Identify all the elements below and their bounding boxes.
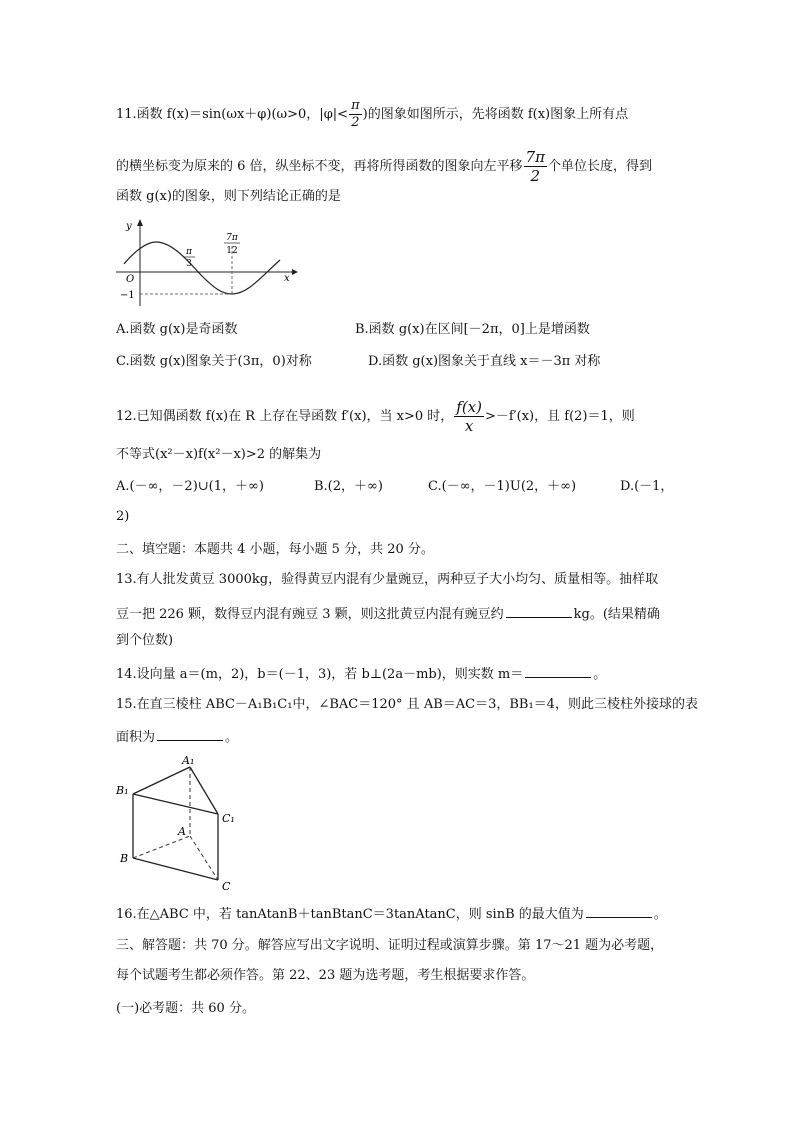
section-fill-in-heading: 二、填空题：本题共 4 小题，每小题 5 分，共 20 分。 (116, 542, 434, 557)
q15-line2 (116, 727, 238, 747)
sine-graph (112, 214, 298, 310)
sine-curve (124, 242, 280, 294)
vertex-label-b1: B₁ (116, 784, 129, 797)
q11-option-b: B.函数 g(x)在区间[－2π，0]上是增函数 (355, 322, 590, 337)
q15-text: 。 (225, 730, 239, 745)
q14-text: 。 (593, 667, 607, 682)
tick-pi-3-num: π (186, 247, 192, 257)
q11-text: 的横坐标变为原来的 6 倍，纵坐标不变，再将所得函数的图象向左平移 (116, 159, 523, 174)
x-axis-label: x (284, 273, 290, 284)
q11-text: 个单位长度，得到 (547, 159, 652, 174)
vertex-label-c: C (222, 880, 231, 893)
tick-7pi-12-den: 12 (226, 246, 238, 256)
q11-line2 (116, 148, 652, 185)
q15-answer-blank[interactable] (157, 727, 223, 741)
q12-text: 12.已知偶函数 f(x)在 R 上存在导函数 f′(x)，当 x>0 时， (116, 409, 454, 424)
q14-answer-blank[interactable] (525, 664, 591, 678)
q12-option-d: D.(－1， (620, 479, 674, 494)
q11-line1 (116, 98, 628, 131)
q16-line (116, 904, 667, 924)
q11-fraction-7pi-2: $\frac{7\pi}{2}$ (525, 148, 545, 185)
q13-answer-blank[interactable] (506, 604, 572, 618)
vertex-label-a: A (178, 825, 186, 838)
prism-figure (112, 752, 242, 894)
q15-line1: 15.在直三棱柱 ABC－A₁B₁C₁中，∠BAC＝120° 且 AB＝AC＝3，BB₁＝4，则此三棱柱外接球的表 (116, 697, 698, 712)
q13-text: 豆一把 226 颗，数得豆内混有豌豆 3 颗，则这批黄豆内混有豌豆约 (116, 607, 504, 622)
q16-answer-blank[interactable] (586, 904, 652, 918)
q12-fraction-fx-x: $\frac{f(x)}{x}$ (456, 398, 482, 435)
q13-text: kg。(结果精确 (573, 607, 660, 622)
q14-line (116, 664, 606, 684)
q16-text: 。 (653, 907, 667, 922)
edge-b-c (133, 858, 218, 880)
vertex-label-a1: A₁ (182, 754, 195, 767)
q11-option-a: A.函数 g(x)是奇函数 (116, 322, 238, 337)
q13-line1: 13.有人批发黄豆 3000kg，验得黄豆内混有少量豌豆，两种豆子大小均匀、质量相等。抽样取 (116, 572, 659, 587)
q12-option-c: C.(－∞，－1)U(2，＋∞) (428, 479, 577, 494)
subsection-required-heading: (一)必考题：共 60 分。 (116, 1001, 255, 1016)
section-answer-heading-line2: 每个试题考生都必须作答。第 22、23 题为选考题，考生根据要求作答。 (116, 968, 535, 983)
q13-line2 (116, 604, 660, 624)
q12-option-a: A.(－∞，－2)∪(1，＋∞) (116, 479, 264, 494)
vertex-label-b: B (120, 852, 129, 865)
q12-text: >－f′(x)，且 f(2)＝1，则 (485, 409, 635, 424)
y-axis-arrow (137, 219, 143, 226)
edge-a1-c1 (190, 767, 218, 814)
q11-option-c: C.函数 g(x)图象关于(3π，0)对称 (116, 354, 312, 369)
vertex-label-c1: C₁ (222, 812, 235, 825)
q12-line2: 不等式(x²－x)f(x²－x)>2 的解集为 (116, 447, 322, 462)
edge-b1-c1 (133, 794, 218, 814)
y-axis-label: y (126, 221, 132, 232)
edge-b-a-hidden (133, 836, 190, 858)
q11-option-d: D.函数 g(x)图象关于直线 x＝－3π 对称 (368, 354, 601, 369)
q16-text: 16.在△ABC 中，若 tanAtanB＋tanBtanC＝3tanAtanC，则 sinB 的最大值为 (116, 907, 584, 922)
section-answer-heading-line1: 三、解答题：共 70 分。解答应写出文字说明、证明过程或演算步骤。第 17～21 题为必考题， (116, 938, 664, 953)
tick-7pi-12-num: 7π (226, 233, 238, 243)
q11-fraction-pi-2: $\frac{\pi}{2}$ (351, 98, 360, 130)
q15-text: 面积为 (116, 730, 156, 745)
q13-line3: 到个位数) (116, 633, 174, 648)
q12-line1 (116, 398, 635, 435)
q11-text: )的图象如图所示，先将函数 f(x)图象上所有点 (362, 107, 629, 122)
q12-option-d-cont: 2) (116, 509, 130, 524)
x-axis-arrow (292, 269, 298, 275)
edge-b1-a1 (133, 767, 190, 794)
origin-label: O (126, 274, 135, 285)
q14-text: 14.设向量 a＝(m，2)，b＝(－1，3)，若 b⊥(2a－mb)，则实数 m＝ (116, 667, 524, 682)
q12-option-b: B.(2，＋∞) (314, 479, 383, 494)
q11-line3: 函数 g(x)的图象，则下列结论正确的是 (116, 189, 341, 204)
q11-text: 11.函数 f(x)＝sin(ωx＋φ)(ω>0，|φ|< (116, 107, 349, 122)
tick-pi-3-den: 3 (186, 259, 192, 269)
neg-one-label: −1 (120, 290, 135, 301)
